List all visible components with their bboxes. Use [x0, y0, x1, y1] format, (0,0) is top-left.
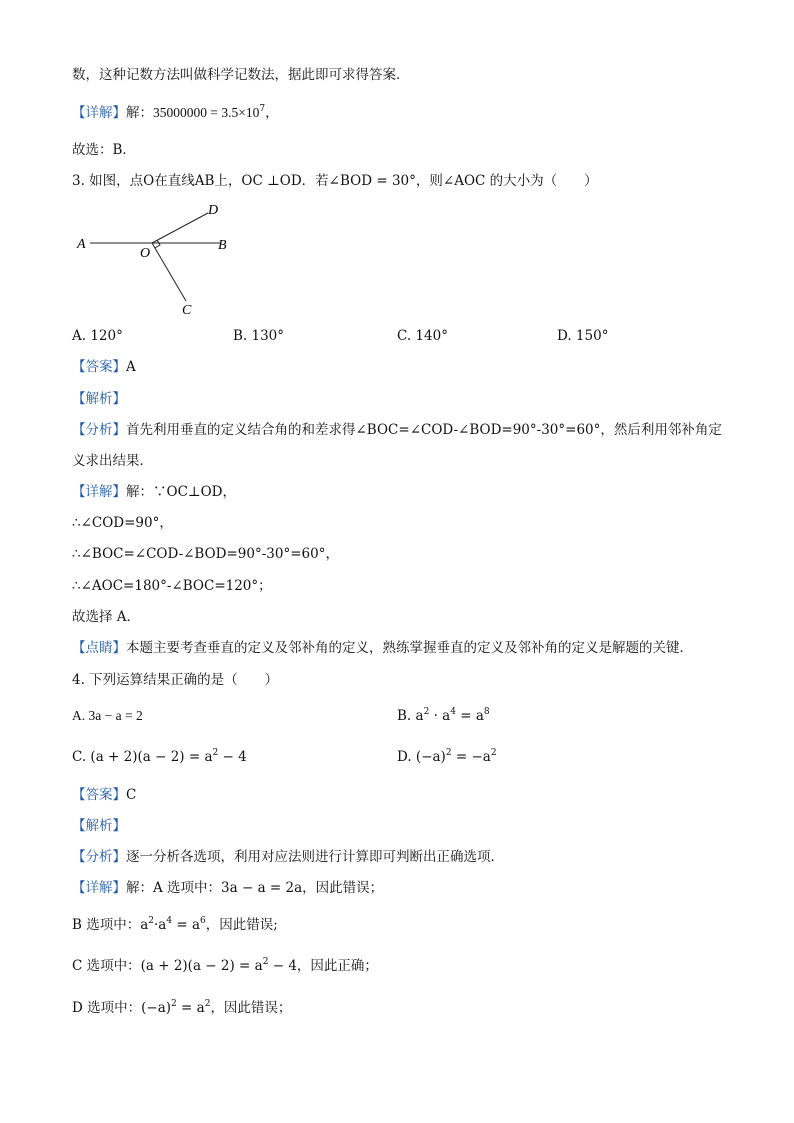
detail-b-exp3: 6	[200, 916, 206, 926]
detail-d-exp1: 2	[171, 999, 177, 1009]
fenxi-text: 逐一分析各选项，利用对应法则进行计算即可判断出正确选项．	[126, 849, 504, 865]
q3-stem: 3. 如图，点O在直线AB上，OC ⊥OD．若∠BOD = 30°，则∠AOC 的大小为（ ）	[72, 173, 598, 189]
q4-fenxi	[72, 848, 504, 866]
q4-option-a	[72, 707, 143, 725]
q3-answer	[72, 358, 136, 376]
detail-text: 解：∵OC⊥OD，	[126, 484, 236, 500]
ray-oc	[152, 243, 186, 301]
detail-b-exp1: 2	[148, 916, 154, 926]
fenxi-text: 首先利用垂直的定义结合角的和差求得∠BOC=∠COD-∠BOD=90°-30°=60°，然后利用邻补角定	[126, 422, 722, 438]
detail-d-exp2: 2	[204, 999, 211, 1009]
detail-tag: 【详解】	[72, 880, 126, 896]
option-b-mid: · a	[429, 708, 451, 724]
q4-analysis-tag: 【解析】	[72, 818, 126, 834]
detail-b-exp2: 4	[166, 916, 173, 926]
option-b-exp3: 8	[483, 707, 490, 717]
option-b-exp2: 4	[450, 707, 456, 717]
option-c-pre: C. (a + 2)(a − 2) = a	[72, 749, 213, 765]
q2-detail-line	[72, 104, 279, 122]
detail-tag: 【详解】	[72, 105, 126, 121]
q4-stem: 4. 下列运算结果正确的是（ ）	[72, 672, 279, 688]
ray-od	[152, 213, 208, 243]
q4-option-b	[397, 707, 490, 725]
q3-fenxi-line1	[72, 421, 722, 439]
q4-detail-c	[72, 957, 378, 975]
q3-option-d: D. 150°	[557, 328, 609, 344]
fenxi-tag: 【分析】	[72, 849, 126, 865]
label-d: D	[208, 203, 219, 218]
label-c: C	[182, 303, 192, 318]
q4-detail-d	[72, 999, 291, 1017]
detail-tag: 【详解】	[72, 484, 126, 500]
q3-analysis-tag: 【解析】	[72, 391, 126, 407]
q3-dianjing	[72, 639, 693, 657]
option-c-exp: 2	[212, 748, 219, 758]
q4-answer	[72, 786, 136, 804]
detail-c-pre: C 选项中：(a + 2)(a − 2) = a	[72, 958, 263, 974]
dianjing-tag: 【点睛】	[72, 640, 126, 656]
detail-suffix: ，	[265, 105, 279, 121]
detail-b-post: ，因此错误;	[205, 917, 278, 933]
answer-value: A	[126, 359, 136, 375]
option-b-exp1: 2	[423, 707, 430, 717]
option-d-exp2: 2	[490, 748, 497, 758]
detail-formula: 35000000 = 3.5×10	[153, 105, 260, 120]
q3-detail-line4: ∴∠AOC=180°-∠BOC=120°；	[72, 578, 272, 594]
q3-detail-line1	[72, 483, 236, 501]
q3-figure	[72, 198, 242, 322]
q3-fenxi-line2: 义求出结果．	[72, 453, 153, 469]
detail-c-post: − 4，因此正确；	[268, 958, 378, 974]
q4-detail-a	[72, 879, 383, 897]
answer-tag: 【答案】	[72, 787, 126, 803]
option-d-pre: D. (−a)	[397, 749, 446, 765]
detail-b-mid: ·a	[154, 917, 167, 933]
detail-a-text: 解：A 选项中：3a − a = 2a，因此错误；	[126, 880, 384, 896]
label-a: A	[77, 237, 86, 252]
answer-tag: 【答案】	[72, 359, 126, 375]
option-d-mid: = −a	[451, 749, 491, 765]
detail-d-pre: D 选项中：(−a)	[72, 1000, 172, 1016]
q3-detail-line2: ∴∠COD=90°，	[72, 515, 173, 531]
dianjing-text: 本题主要考查垂直的定义及邻补角的定义，熟练掌握垂直的定义及邻补角的定义是解题的关键．	[126, 640, 693, 656]
intro-line: 数，这种记数方法叫做科学记数法，据此即可求得答案．	[72, 67, 410, 83]
detail-c-exp: 2	[262, 957, 269, 967]
fenxi-tag: 【分析】	[72, 422, 126, 438]
option-b-post: = a	[455, 708, 484, 724]
q3-option-a: A. 120°	[72, 328, 123, 344]
detail-d-post: ，因此错误；	[210, 1000, 292, 1016]
q3-option-c: C. 140°	[397, 328, 448, 344]
option-d-exp1: 2	[445, 748, 452, 758]
answer-value: C	[126, 787, 137, 803]
q4-option-c	[72, 748, 247, 766]
option-c-post: − 4	[218, 749, 247, 765]
q4-detail-b	[72, 916, 278, 934]
label-b: B	[218, 238, 227, 253]
detail-b-mid2: = a	[172, 917, 201, 933]
detail-d-mid: = a	[176, 1000, 205, 1016]
q3-detail-line3: ∴∠BOC=∠COD-∠BOD=90°-30°=60°，	[72, 546, 339, 562]
q2-choice: 故选：B．	[72, 142, 136, 158]
q4-option-d	[397, 748, 497, 766]
detail-exponent: 7	[259, 104, 266, 114]
option-a-text: A. 3a − a = 2	[72, 708, 143, 723]
label-o: O	[140, 246, 151, 261]
q3-choice: 故选择 A．	[72, 609, 141, 625]
detail-prefix: 解：	[126, 105, 153, 121]
detail-b-pre: B 选项中：a	[72, 917, 149, 933]
q3-option-b: B. 130°	[233, 328, 285, 344]
option-b-pre: B. a	[397, 708, 424, 724]
